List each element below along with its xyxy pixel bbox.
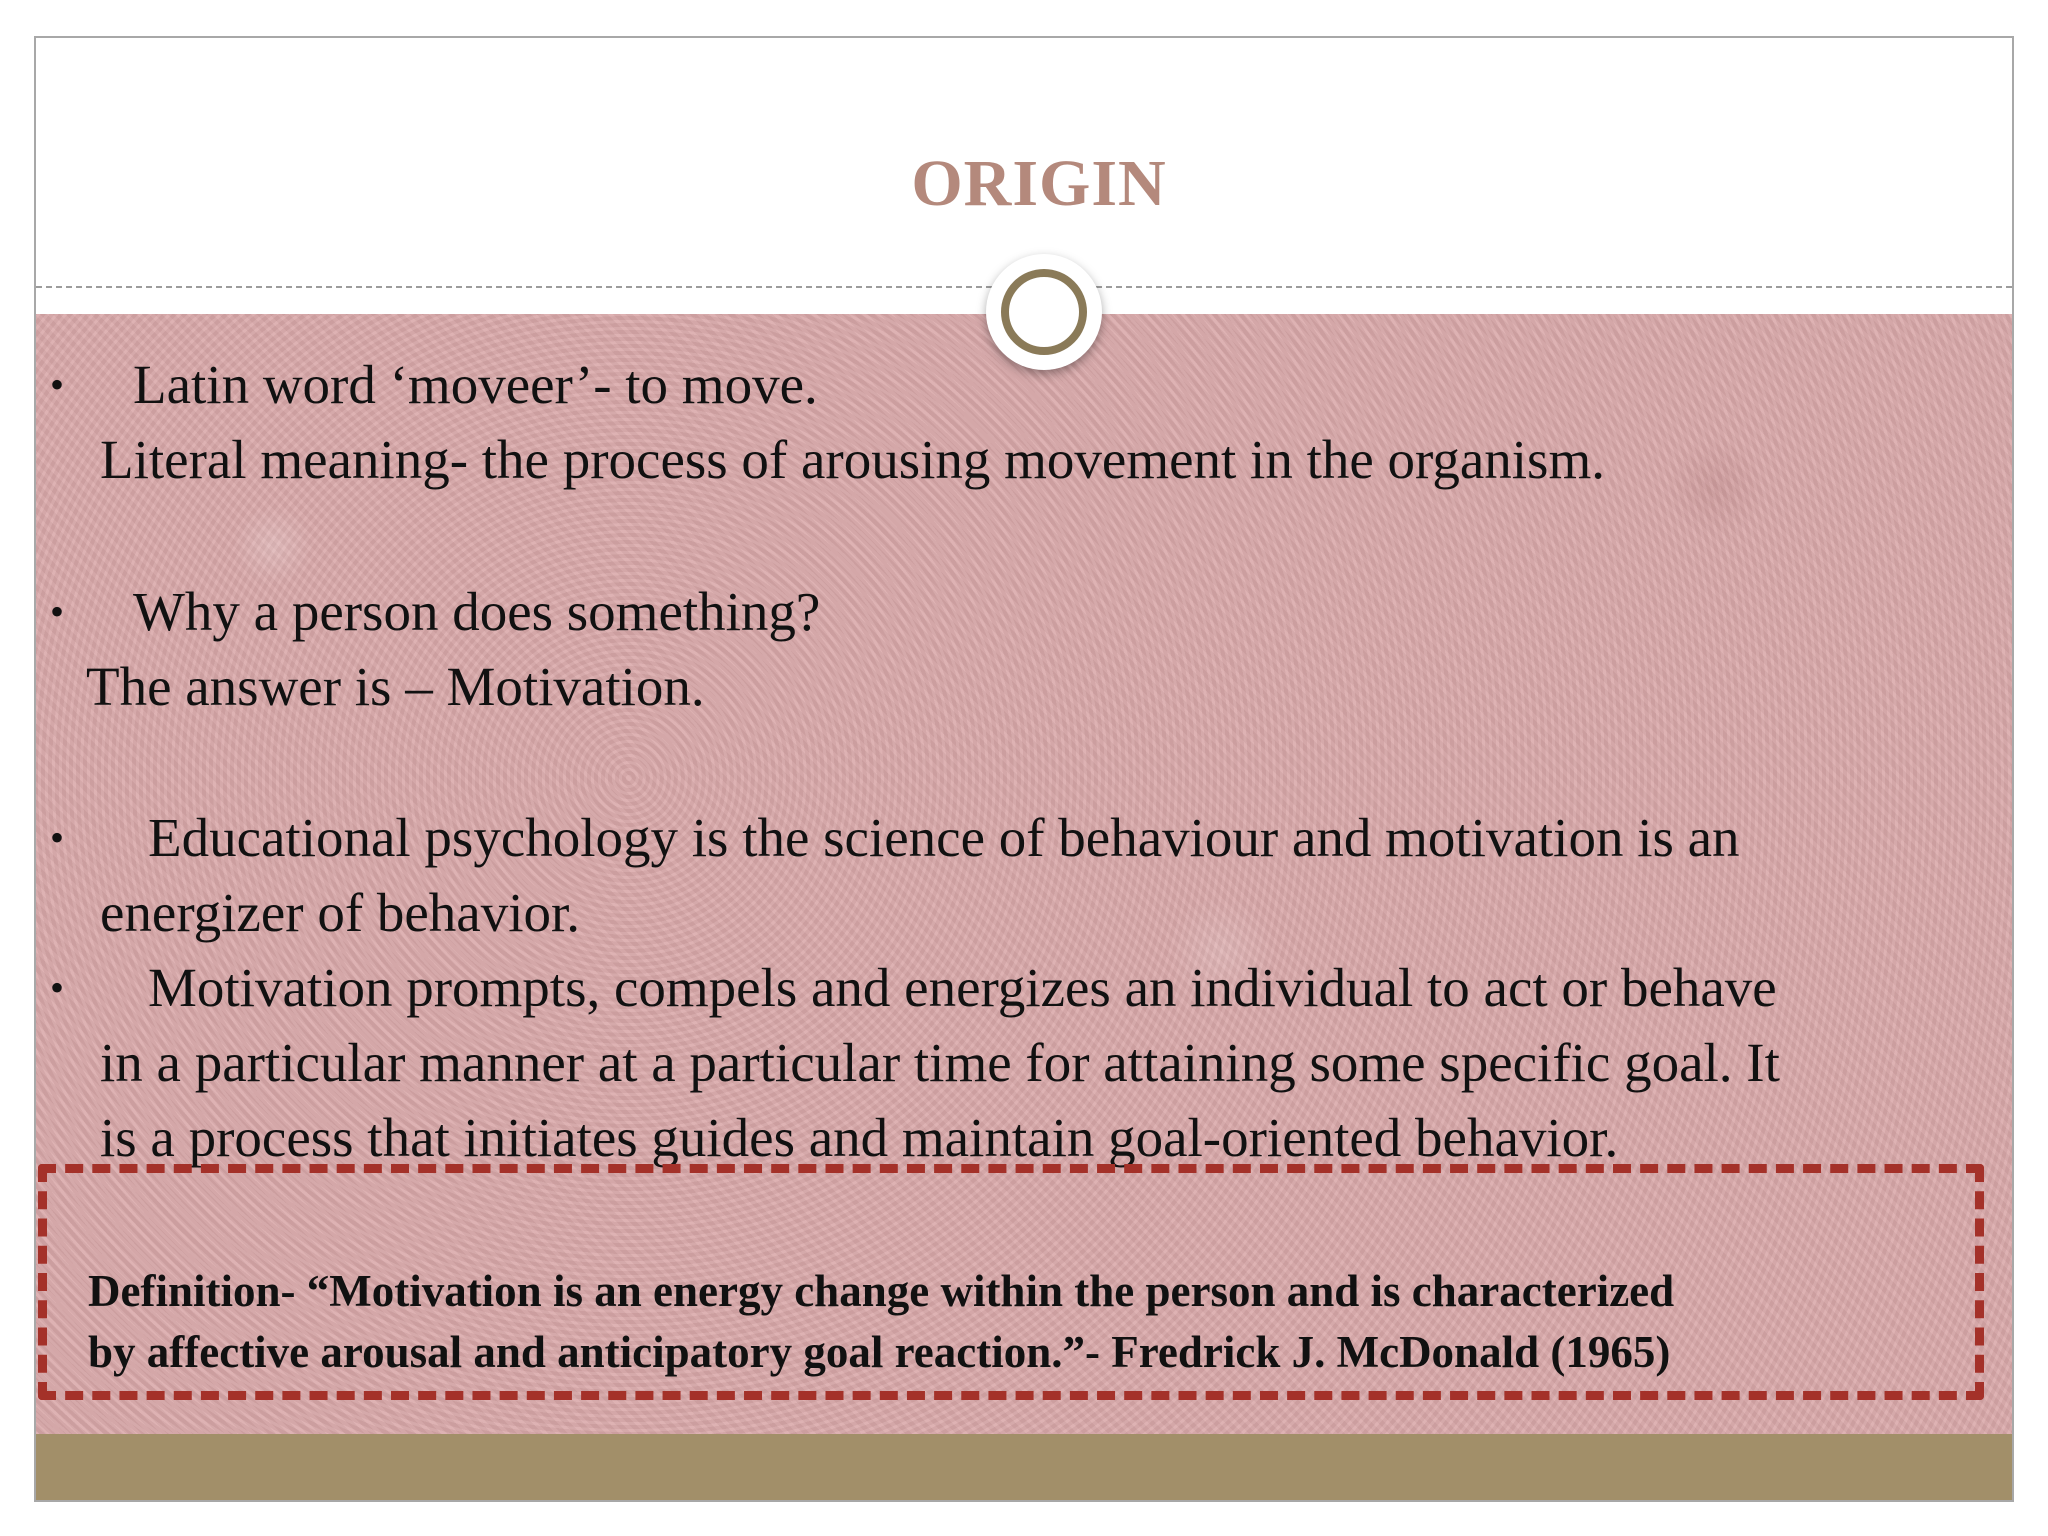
point-2-line-1: Why a person does something? [133, 581, 821, 642]
ring-ornament-icon [986, 254, 1102, 370]
ring-inner-icon [1001, 269, 1087, 355]
point-4-line-2: in a particular manner at a particular time for attaining some specific goal. It [100, 1032, 1780, 1093]
definition-line-2: by affective arousal and anticipatory goal reaction.”- Fredrick J. McDonald (1965) [88, 1327, 1671, 1377]
point-1-line-1: Latin word ‘moveer’- to move. [133, 354, 818, 415]
footer-bar [36, 1434, 2012, 1500]
bullet-marker: • [50, 965, 65, 1010]
point-2-line-2: The answer is – Motivation. [86, 656, 705, 717]
definition-line-1: Definition- “Motivation is an energy change within the person and is characterized [88, 1266, 1675, 1316]
point-3-line-1: Educational psychology is the science of behaviour and motivation is an [148, 807, 1740, 868]
point-1-line-2: Literal meaning- the process of arousing movement in the organism. [100, 429, 1605, 490]
bullet-marker: • [50, 815, 65, 860]
definition-box [38, 1164, 1984, 1400]
point-4-line-1: Motivation prompts, compels and energizes an individual to act or behave [148, 957, 1777, 1018]
point-4-line-3: is a process that initiates guides and maintain goal-oriented behavior. [100, 1107, 1619, 1168]
slide-title: ORIGIN [911, 147, 1167, 220]
slide-header [36, 38, 2012, 288]
point-3-line-2: energizer of behavior. [100, 882, 581, 943]
bullet-marker: • [50, 362, 65, 407]
bullet-marker: • [50, 589, 65, 634]
